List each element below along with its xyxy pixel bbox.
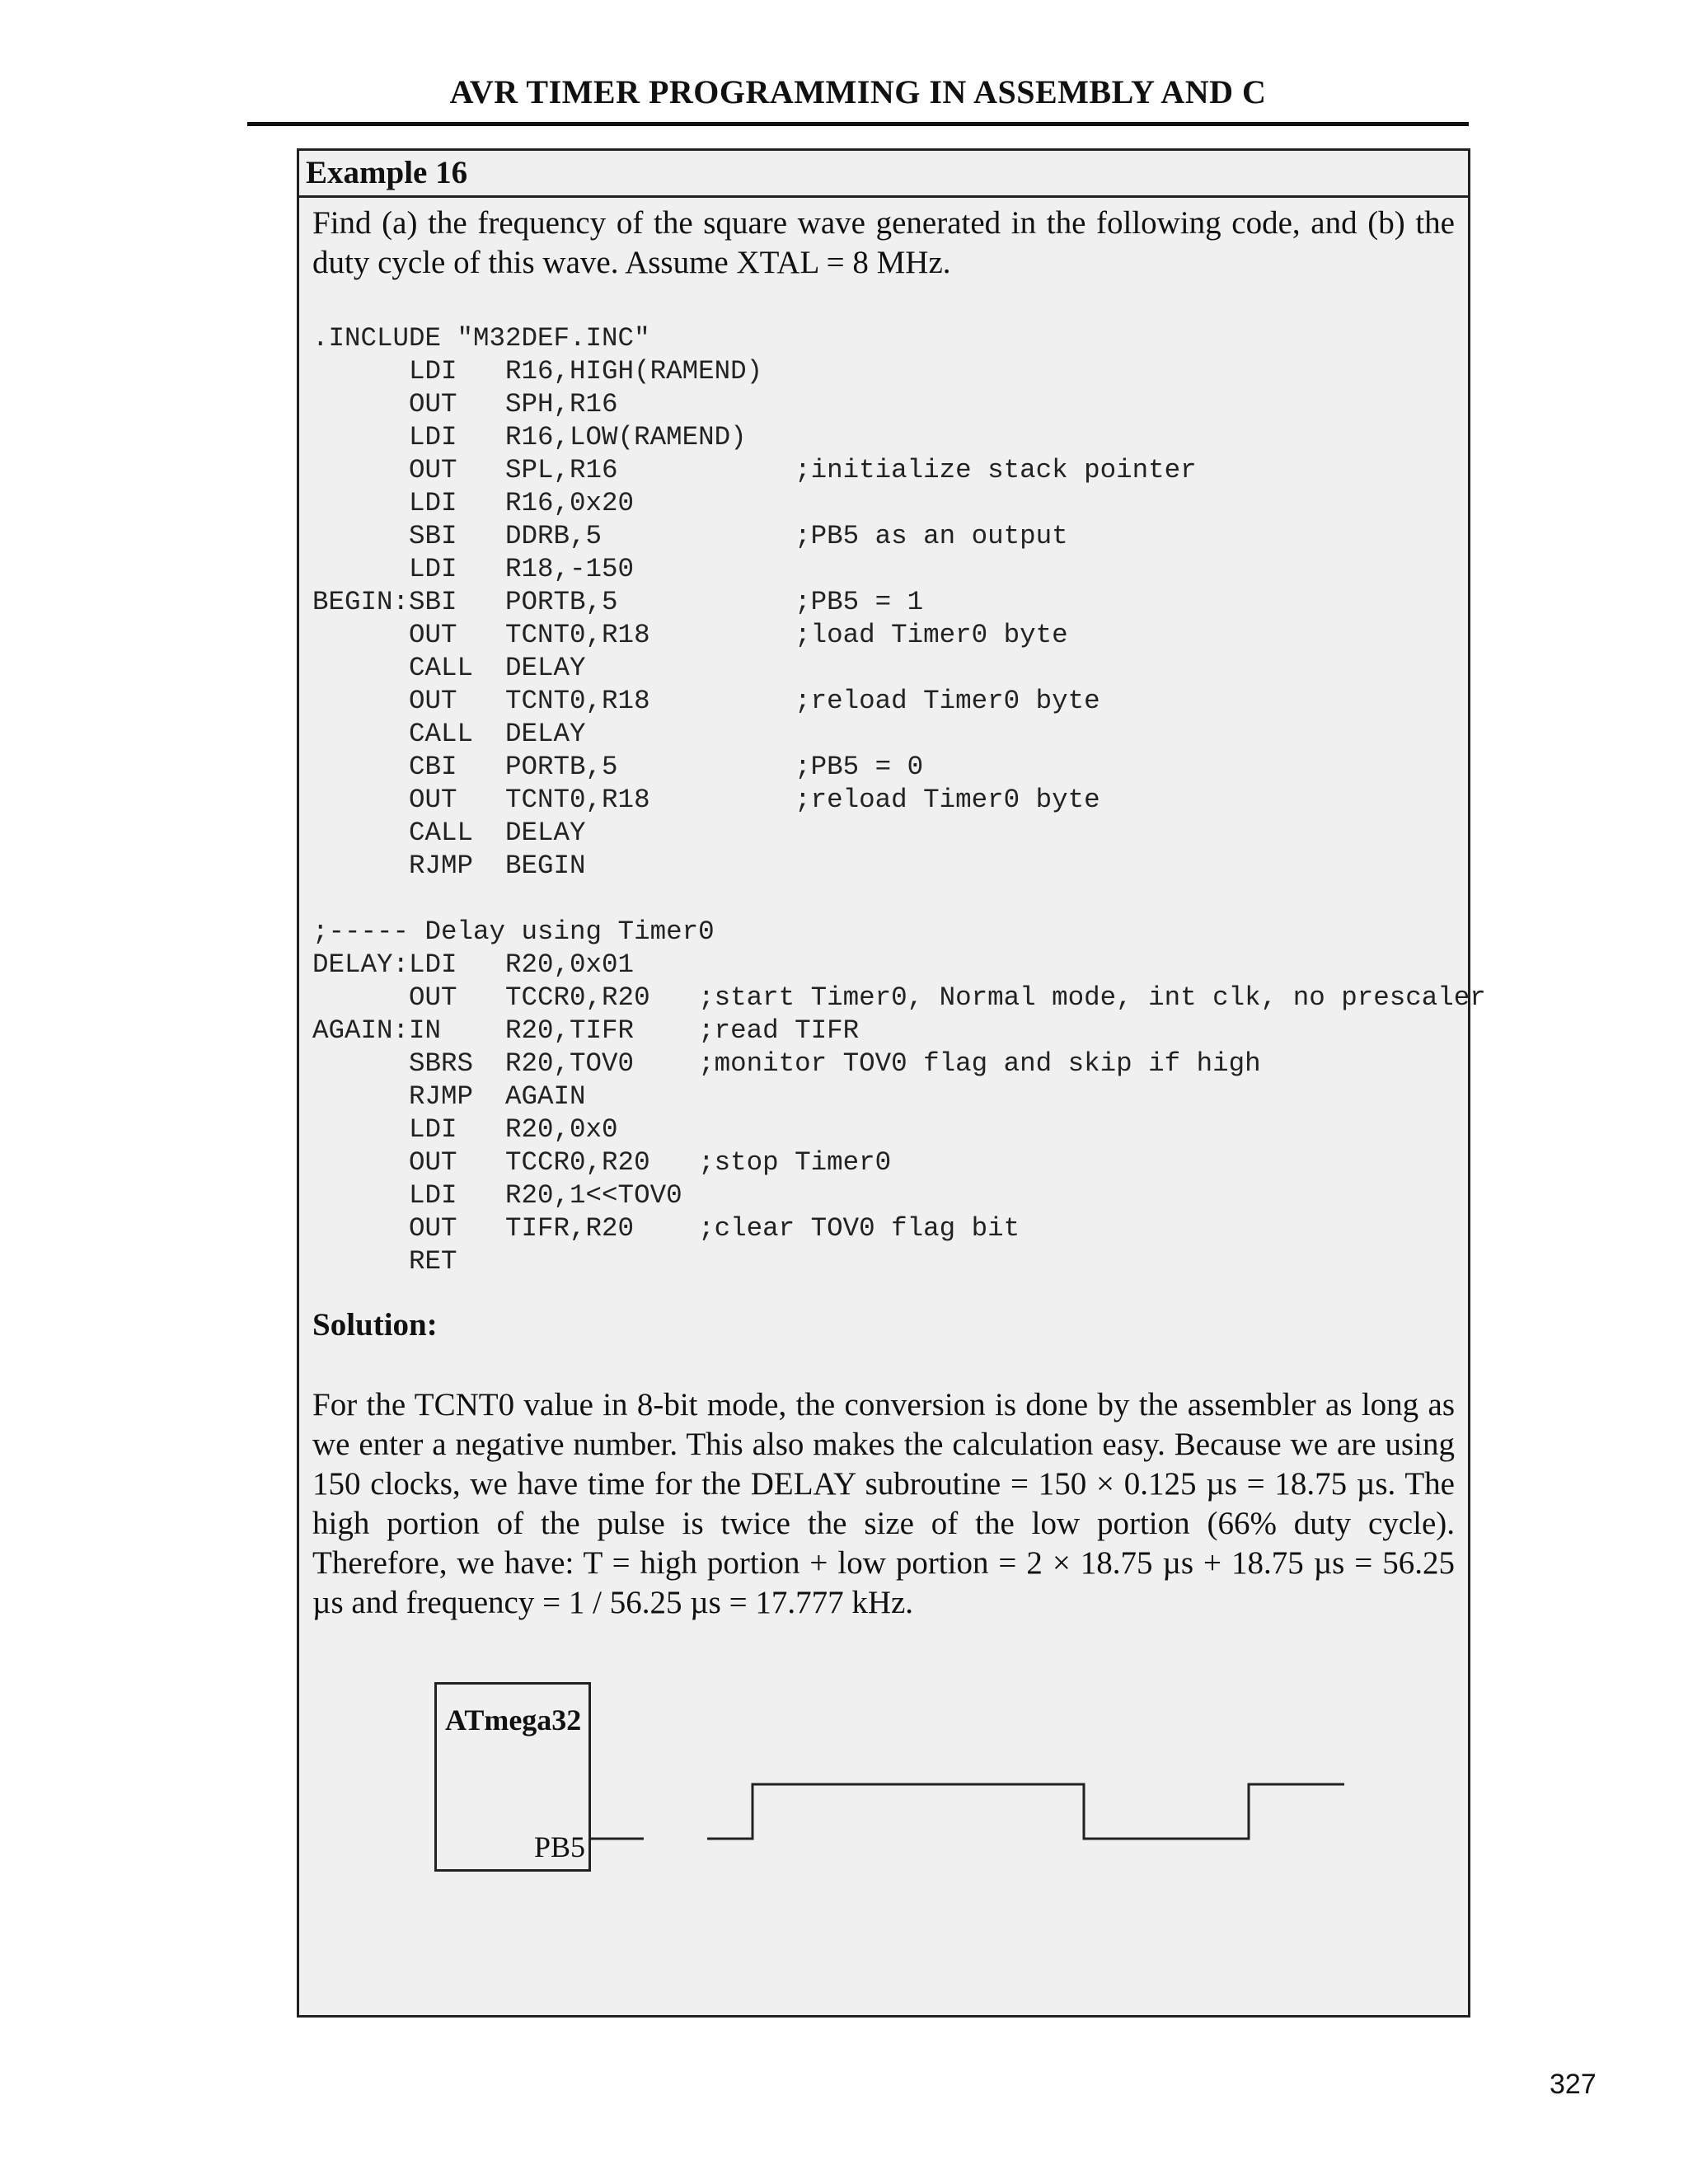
code-line: OUT SPH,R16 xyxy=(312,389,618,419)
code-line: LDI R16,HIGH(RAMEND) xyxy=(312,356,763,387)
code-line: AGAIN:IN R20,TIFR ;read TIFR xyxy=(312,1015,860,1046)
chip-label: ATmega32 xyxy=(445,1704,582,1736)
problem-statement: Find (a) the frequency of the square wave generated in the following code, and (b) the duty cycle of this wave. Assume XTAL = 8 MHz. xyxy=(312,205,1455,280)
code-line: OUT TIFR,R20 ;clear TOV0 flag bit xyxy=(312,1213,1020,1244)
example-title: Example 16 xyxy=(306,155,468,190)
code-line: LDI R18,-150 xyxy=(312,554,635,584)
page-number: 327 xyxy=(1550,2069,1597,2100)
code-line: OUT TCNT0,R18 ;load Timer0 byte xyxy=(312,620,1068,650)
code-line: .INCLUDE "M32DEF.INC" xyxy=(312,323,650,354)
code-line: ;----- Delay using Timer0 xyxy=(312,916,715,947)
code-line: CBI PORTB,5 ;PB5 = 0 xyxy=(312,752,924,782)
code-line: OUT SPL,R16 ;initialize stack pointer xyxy=(312,455,1197,485)
pin-label: PB5 xyxy=(533,1830,585,1863)
code-line: LDI R16,0x20 xyxy=(312,488,635,518)
code-line: CALL DELAY xyxy=(312,653,586,683)
example-box xyxy=(297,148,1486,2018)
solution-heading: Solution: xyxy=(312,1307,438,1343)
code-line: SBI DDRB,5 ;PB5 as an output xyxy=(312,521,1068,551)
code-line: LDI R20,0x0 xyxy=(312,1114,618,1145)
code-line: RJMP AGAIN xyxy=(312,1081,586,1112)
code-line: CALL DELAY xyxy=(312,818,586,848)
code-line: CALL DELAY xyxy=(312,719,586,749)
solution-text: For the TCNT0 value in 8-bit mode, the conversion is done by the assembler as long as we enter a negative number. This also makes the calculation easy. Because we are using 150 clocks, we have time for the DELAY subroutine = 150 × 0.125 µs = 18.75 µs. The high portion of the pulse is twice the size of the low portion (66% duty cycle). Therefore, we have: T = high portion + low portion = 2 × 18.75 µs + 18.75 µs = 56.25 µs and frequency = 1 / 56.25 µs = 17.777 kHz. xyxy=(312,1387,1455,1620)
code-line: OUT TCCR0,R20 ;start Timer0, Normal mode, int clk, no prescaler xyxy=(312,982,1486,1013)
square-wave-line xyxy=(707,1784,1344,1839)
code-line: LDI R20,1<<TOV0 xyxy=(312,1180,682,1211)
code-line xyxy=(312,883,1486,916)
code-line: BEGIN:SBI PORTB,5 ;PB5 = 1 xyxy=(312,587,924,617)
code-line: LDI R16,LOW(RAMEND) xyxy=(312,422,747,452)
code-listing xyxy=(312,322,1486,1278)
code-line: OUT TCCR0,R20 ;stop Timer0 xyxy=(312,1147,892,1178)
atmega32-chip xyxy=(434,1682,591,1872)
code-line: OUT TCNT0,R18 ;reload Timer0 byte xyxy=(312,785,1100,815)
code-line: RET xyxy=(312,1246,457,1277)
code-line: OUT TCNT0,R18 ;reload Timer0 byte xyxy=(312,686,1100,716)
example-title-bar xyxy=(299,151,1468,198)
code-line: SBRS R20,TOV0 ;monitor TOV0 flag and skip if high xyxy=(312,1048,1261,1079)
code-line: RJMP BEGIN xyxy=(312,851,586,881)
running-header: AVR TIMER PROGRAMMING IN ASSEMBLY AND C xyxy=(449,73,1267,110)
header-rule xyxy=(247,122,1469,126)
code-line: DELAY:LDI R20,0x01 xyxy=(312,949,635,980)
